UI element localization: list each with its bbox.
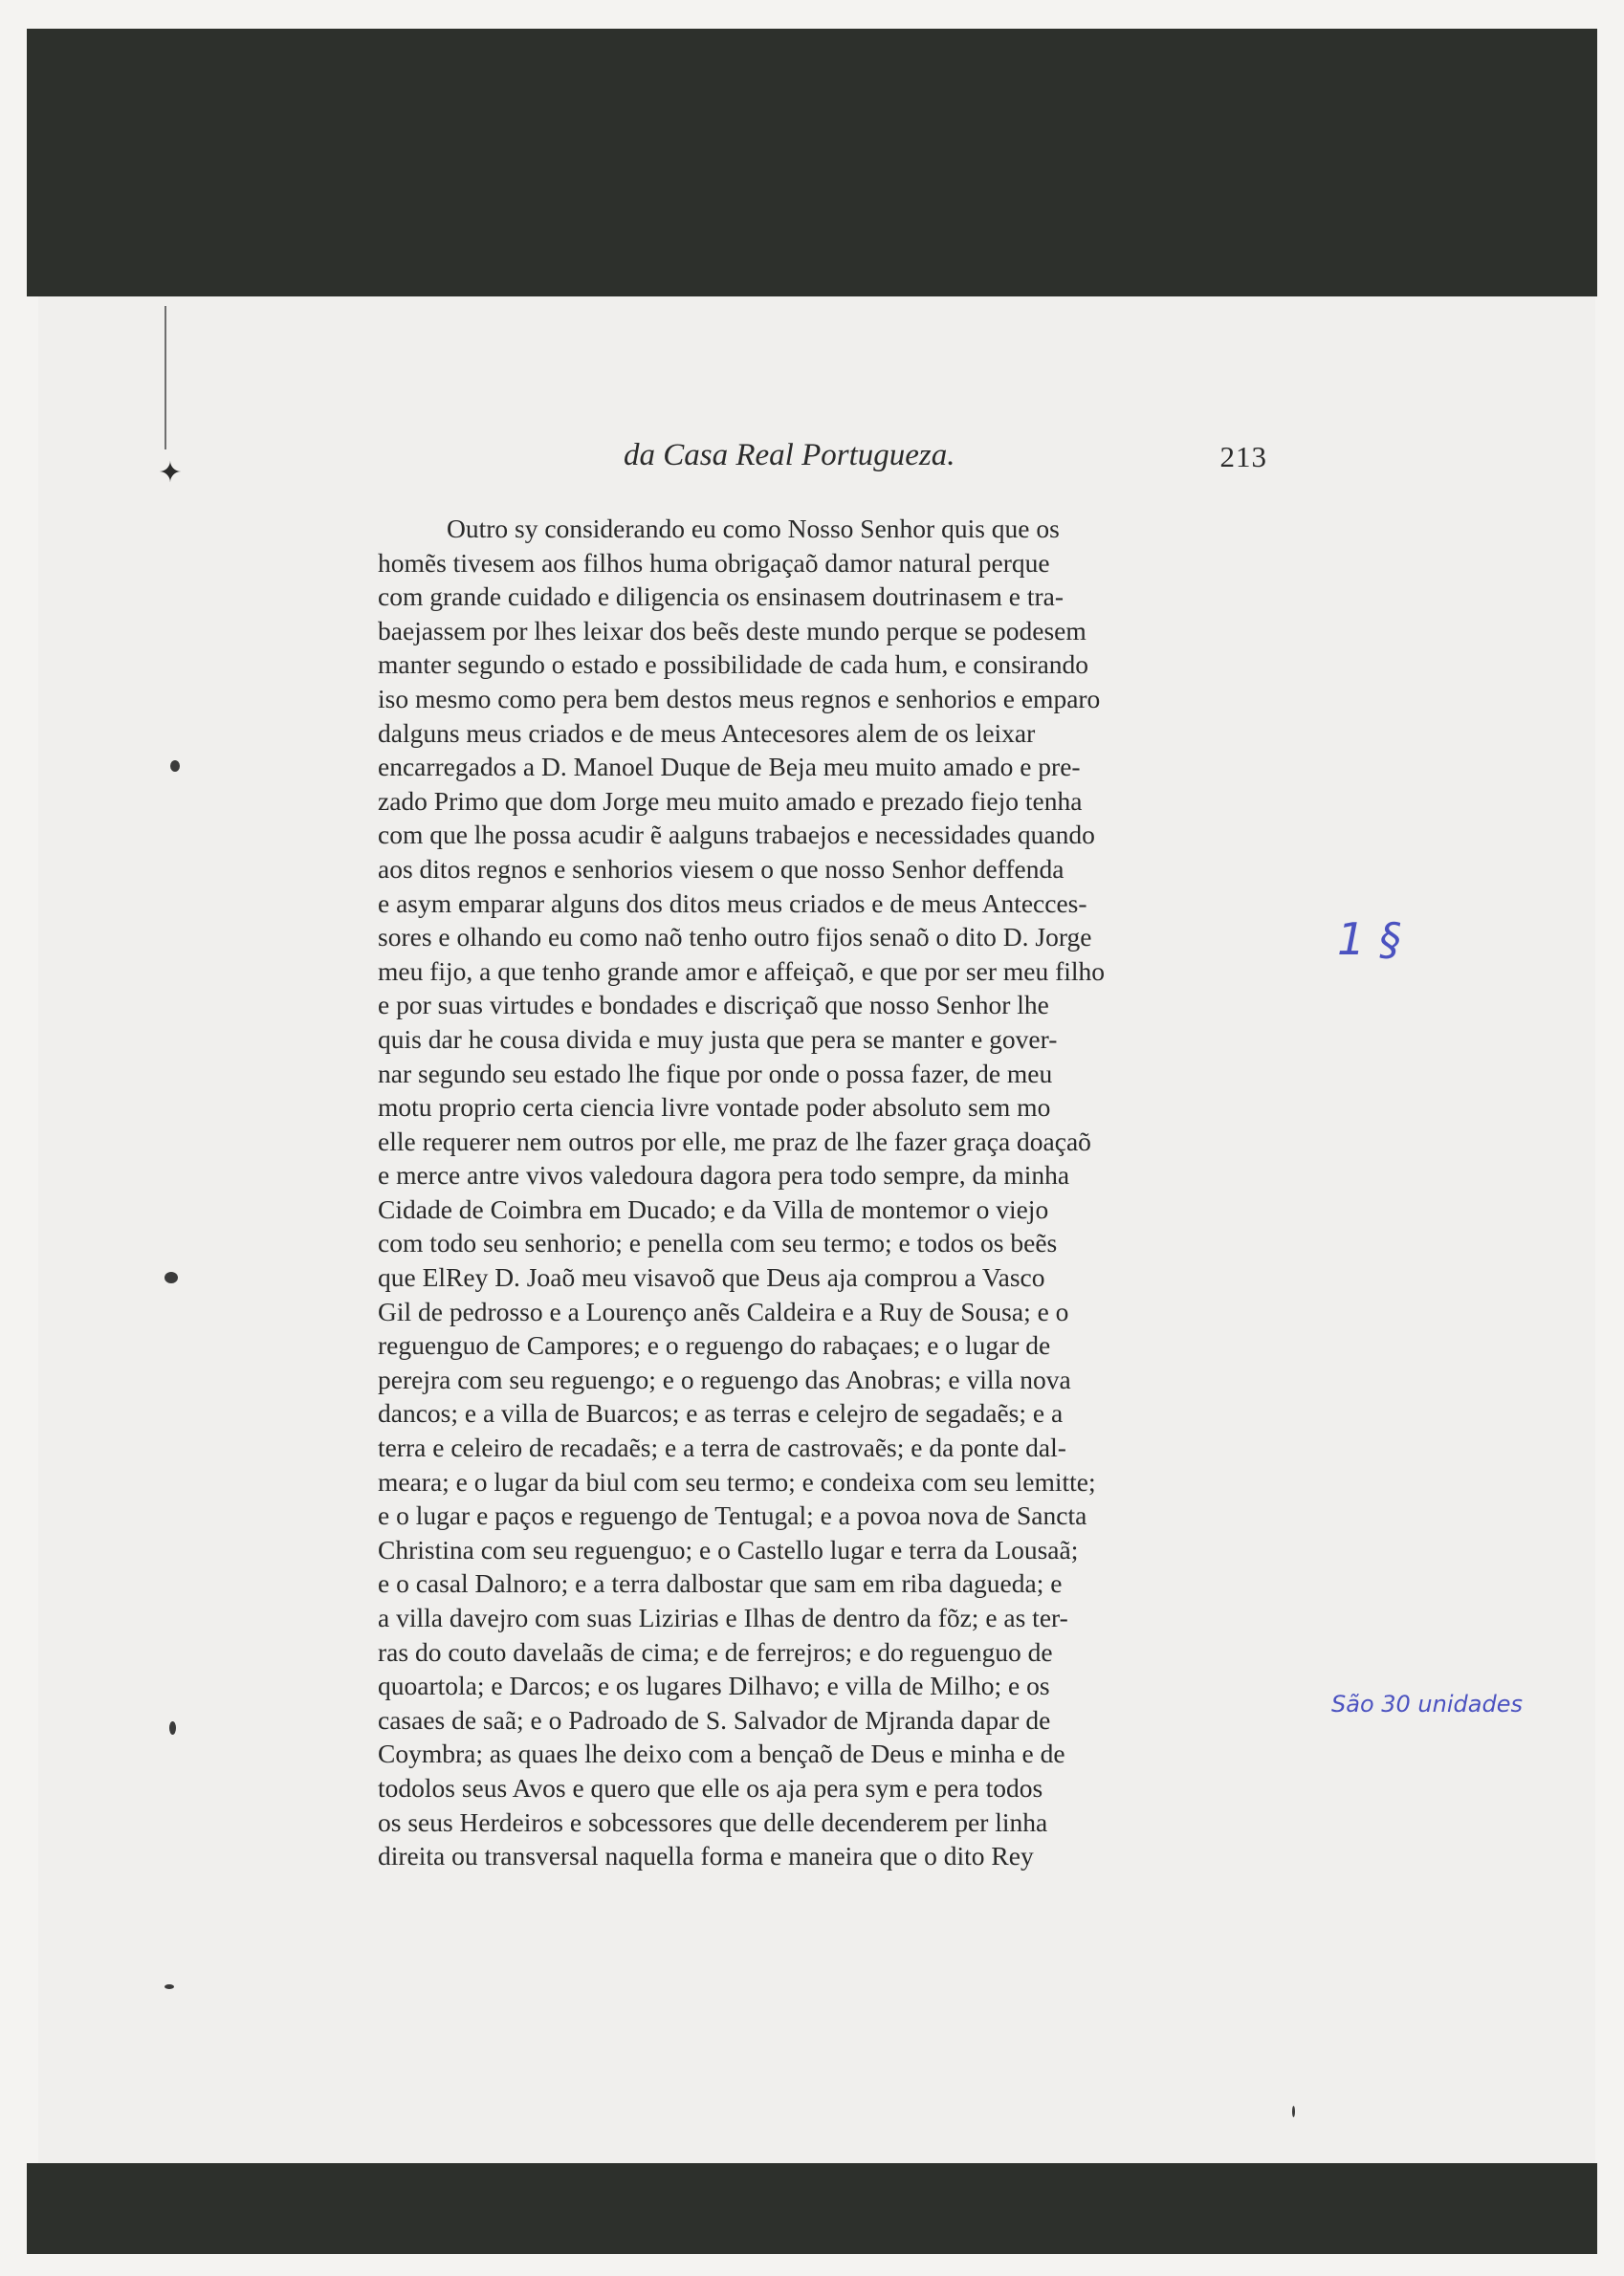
text-line: Outro sy considerando eu como Nosso Senhor quis que os <box>447 514 1060 543</box>
text-line: baejassem por lhes leixar dos beẽs deste mundo perque se podesem <box>378 615 1086 646</box>
registration-mark-icon: ✦ <box>158 457 183 489</box>
text-line: encarregados a D. Manoel Duque de Beja meu muito amado e pre- <box>378 752 1081 782</box>
running-title: da Casa Real Portugueza. <box>624 438 955 472</box>
text-line: dalguns meus criados e de meus Antecesores alem de os leixar <box>378 717 1036 748</box>
text-line: Coymbra; as quaes lhe deixo com a bençaõ de Deus e minha e de <box>378 1739 1065 1769</box>
text-line: homẽs tivesem aos filhos huma obrigaçaõ damor natural perque <box>378 547 1050 578</box>
text-line: e o casal Dalnoro; e a terra dalbostar que sam em riba dagueda; e <box>378 1568 1063 1599</box>
text-line: zado Primo que dom Jorge meu muito amado e prezado fiejo tenha <box>378 785 1083 816</box>
scan-border-top <box>27 29 1597 296</box>
text-line: elle requerer nem outros por elle, me praz de lhe fazer graça doaçaõ <box>378 1126 1091 1156</box>
text-line: direita ou transversal naquella forma e maneira que o dito Rey <box>378 1841 1034 1871</box>
text-line: quoartola; e Darcos; e os lugares Dilhavo; e villa de Milho; e os <box>378 1671 1050 1701</box>
binding-line <box>165 306 166 449</box>
text-line: sores e olhando eu como naõ tenho outro fijos senaõ o dito D. Jorge <box>378 922 1092 952</box>
text-line: reguenguo de Campores; e o reguengo do rabaçaes; e o lugar de <box>378 1330 1051 1361</box>
text-line: terra e celeiro de recadaẽs; e a terra de castrovaẽs; e da ponte dal- <box>378 1433 1066 1463</box>
text-line: que ElRey D. Joaõ meu visavoõ que Deus aja comprou a Vasco <box>378 1262 1045 1293</box>
page-header <box>378 438 1267 486</box>
scan-border-bottom <box>27 2163 1597 2254</box>
text-line: a villa davejro com suas Lizirias e Ilhas de dentro da fõz; e as ter- <box>378 1603 1068 1632</box>
text-line: manter segundo o estado e possibilidade de cada hum, e consirando <box>378 649 1089 680</box>
text-line: com todo seu senhorio; e penella com seu termo; e todos os beẽs <box>378 1228 1058 1258</box>
text-line: todolos seus Avos e quero que elle os aja pera sym e pera todos <box>378 1772 1043 1803</box>
text-line: Cidade de Coimbra em Ducado; e da Villa de montemor o viejo <box>378 1193 1049 1224</box>
speck <box>169 1721 176 1735</box>
speck <box>170 760 180 772</box>
margin-count-note: São 30 unidades <box>1331 1691 1523 1718</box>
speck <box>165 1984 174 1989</box>
text-line: aos ditos regnos e senhorios viesem o que nosso Senhor deffenda <box>378 853 1064 884</box>
text-line: os seus Herdeiros e sobcessores que delle decenderem per linha <box>378 1806 1048 1837</box>
text-line: casaes de saã; e o Padroado de S. Salvador de Mjranda dapar de <box>378 1704 1051 1735</box>
text-line: e merce antre vivos valedoura dagora pera todo sempre, da minha <box>378 1160 1070 1191</box>
text-line: meara; e o lugar da biul com seu termo; e condeixa com seu lemitte; <box>378 1466 1096 1497</box>
text-line: motu proprio certa ciencia livre vontade poder absoluto sem mo <box>378 1092 1051 1123</box>
page-number: 213 <box>1219 440 1267 473</box>
text-line: e o lugar e paços e reguengo de Tentugal; e a povoa nova de Sancta <box>378 1500 1087 1531</box>
text-line: iso mesmo como pera bem destos meus regnos e senhorios e emparo <box>378 683 1101 713</box>
text-line: quis dar he cousa divida e muy justa que pera se manter e gover- <box>378 1023 1058 1054</box>
speck <box>1292 2106 1295 2117</box>
text-line: meu fijo, a que tenho grande amor e affeiçaõ, e que por ser meu filho <box>378 955 1106 986</box>
text-line: e por suas virtudes e bondades e discriçaõ que nosso Senhor lhe <box>378 990 1049 1020</box>
text-line: dancos; e a villa de Buarcos; e as terras e celejro de segadaẽs; e a <box>378 1398 1064 1429</box>
text-line: e asym emparar alguns dos ditos meus criados e de meus Antecces- <box>378 887 1087 918</box>
text-line: com grande cuidado e diligencia os ensinasem doutrinasem e tra- <box>378 581 1064 612</box>
speck <box>165 1272 178 1283</box>
text-line: Christina com seu reguenguo; e o Castello lugar e terra da Lousaã; <box>378 1534 1079 1565</box>
text-line: nar segundo seu estado lhe fique por onde o possa fazer, de meu <box>378 1058 1053 1088</box>
text-line: com que lhe possa acudir ẽ aalguns trabaejos e necessidades quando <box>378 820 1095 850</box>
text-line: perejra com seu reguengo; e o reguengo das Anobras; e villa nova <box>378 1364 1071 1394</box>
margin-section-note: 1 § <box>1337 913 1401 965</box>
body-text <box>378 512 1262 1873</box>
text-line: ras do couto davelaãs de cima; e de ferrejros; e do reguenguo de <box>378 1636 1053 1667</box>
text-line: Gil de pedrosso e a Lourenço anẽs Caldeira e a Ruy de Sousa; e o <box>378 1296 1069 1326</box>
